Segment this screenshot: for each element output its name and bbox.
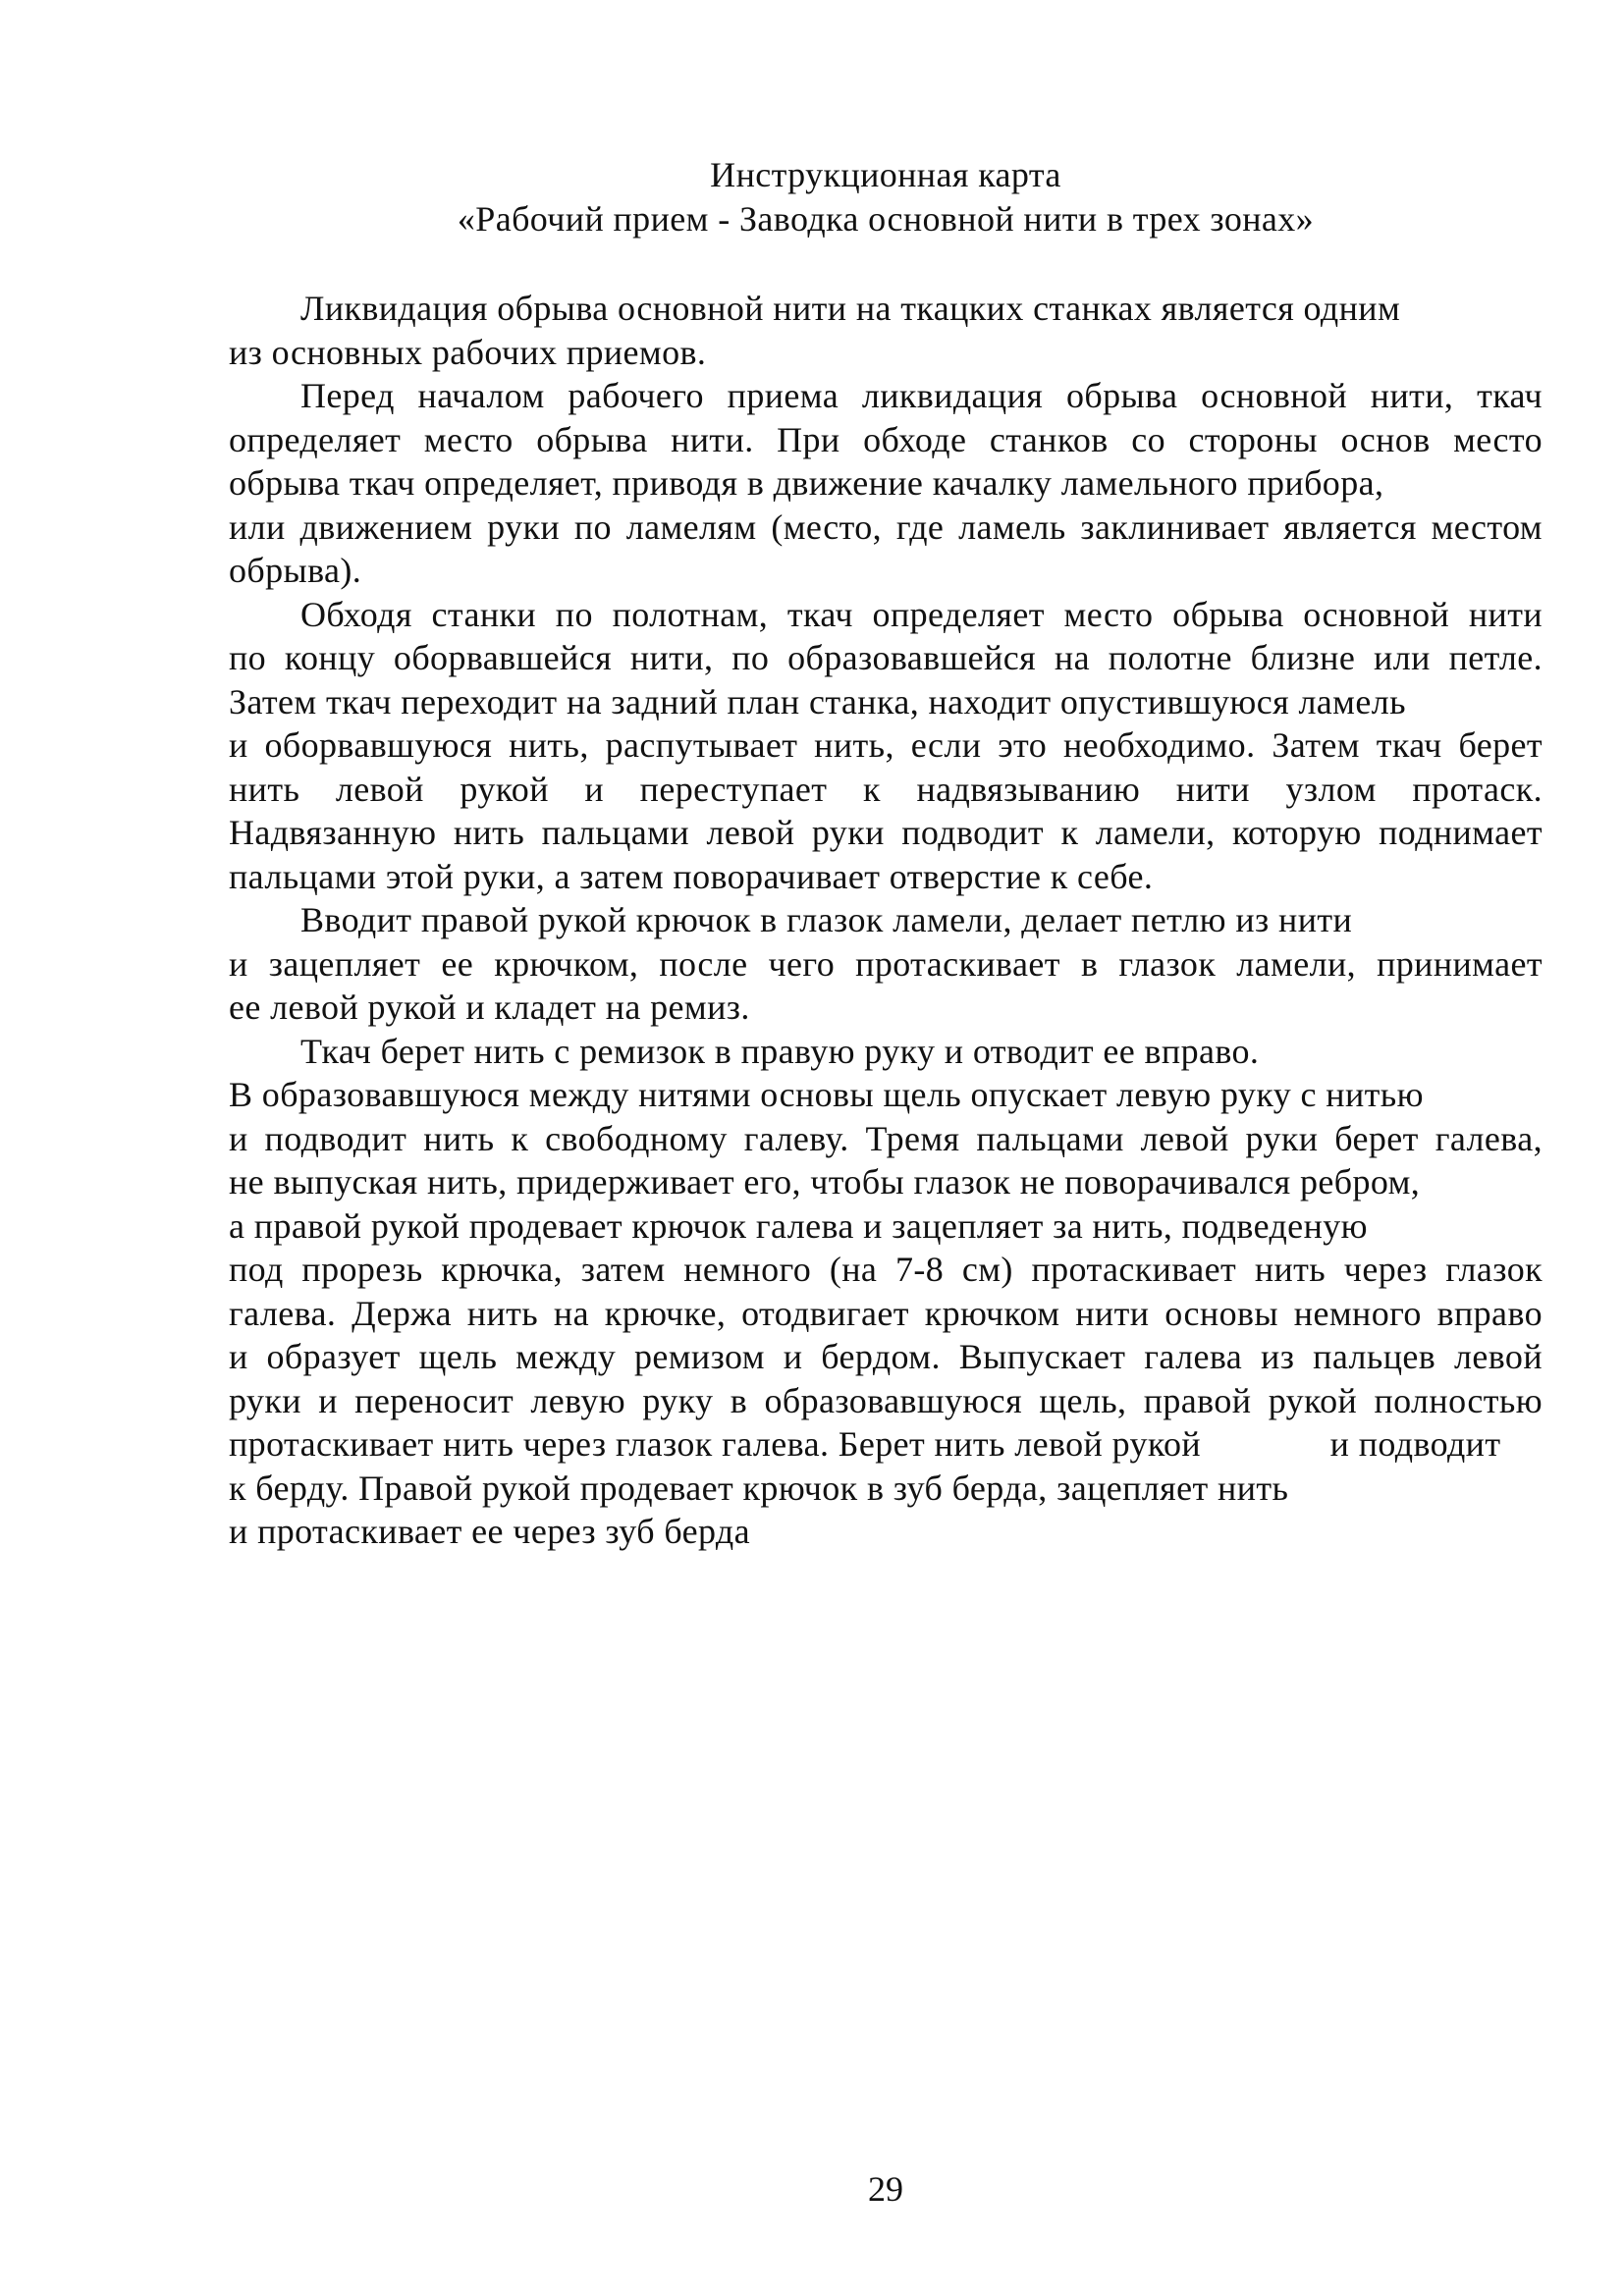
text-line: Надвязанную нить пальцами левой руки подводит к ламели, которую поднимает: [229, 813, 1543, 852]
page-number: 29: [868, 2169, 903, 2209]
text-line: нить левой рукой и переступает к надвязыванию нити узлом протаск.: [229, 769, 1543, 809]
text-line: Затем ткач переходит на задний план станка, находит опустившуюся ламель: [229, 681, 1406, 721]
text-line: протаскивает нить через глазок галева. Берет нить левой рукой и подводит: [229, 1424, 1501, 1464]
text-line: и оборвавшуюся нить, распутывает нить, если это необходимо. Затем ткач берет: [229, 725, 1543, 765]
text-line: и протаскивает ее через зуб берда: [229, 1512, 750, 1551]
text-line: по концу оборвавшейся нити, по образовавшейся на полотне близне или петле.: [229, 638, 1543, 677]
text-column: [229, 153, 1543, 1554]
text-line: обрыва).: [229, 551, 362, 590]
document-title-line-2: «Рабочий прием - Заводка основной нити в трех зонах»: [457, 198, 1315, 239]
text-line: Обходя станки по полотнам, ткач определяет место обрыва основной нити: [300, 594, 1543, 634]
text-line: пальцами этой руки, а затем поворачивает отверстие к себе.: [229, 856, 1154, 896]
text-line: и зацепляет ее крючком, после чего протаскивает в глазок ламели, принимает: [229, 943, 1543, 984]
text-line: обрыва ткач определяет, приводя в движение качалку ламельного прибора,: [229, 463, 1384, 503]
text-line: Перед началом рабочего приема ликвидация обрыва основной нити, ткач: [300, 376, 1543, 415]
text-line: из основных рабочих приемов.: [229, 332, 707, 372]
text-line: к берду. Правой рукой продевает крючок в зуб берда, зацепляет нить: [229, 1468, 1289, 1508]
text-line: под прорезь крючка, затем немного (на 7-8 см) протаскивает нить через глазок: [229, 1250, 1543, 1289]
text-line: галева. Держа нить на крючке, отодвигает крючком нити основы немного вправо: [229, 1293, 1543, 1333]
text-line: В образовавшуюся между нитями основы щель опускает левую руку с нитью: [229, 1075, 1424, 1114]
text-line: Ткач берет нить с ремизок в правую руку и отводит ее вправо.: [300, 1031, 1260, 1071]
text-line: не выпуская нить, придерживает его, чтобы глазок не поворачивался ребром,: [229, 1162, 1421, 1201]
text-line: ее левой рукой и кладет на ремиз.: [229, 988, 750, 1027]
text-line: или движением руки по ламелям (место, где ламель заклинивает является местом: [229, 507, 1543, 547]
text-line: и подводит нить к свободному галеву. Тремя пальцами левой руки берет галева,: [229, 1118, 1543, 1158]
text-line: Ликвидация обрыва основной нити на ткацких станках является одним: [300, 289, 1401, 328]
text-line: и образует щель между ремизом и бердом. Выпускает галева из пальцев левой: [229, 1337, 1543, 1376]
text-line: а правой рукой продевает крючок галева и зацепляет за нить, подведеную: [229, 1205, 1368, 1246]
text-line: руки и переносит левую руку в образовавшуюся щель, правой рукой полностью: [229, 1380, 1543, 1420]
text-line: Вводит правой рукой крючок в глазок ламели, делает петлю из нити: [300, 900, 1353, 939]
body-lines: [229, 287, 1543, 1554]
document-title-line-1: Инструкционная карта: [710, 155, 1061, 194]
text-line: определяет место обрыва нити. При обходе станков со стороны основ место: [229, 419, 1543, 459]
